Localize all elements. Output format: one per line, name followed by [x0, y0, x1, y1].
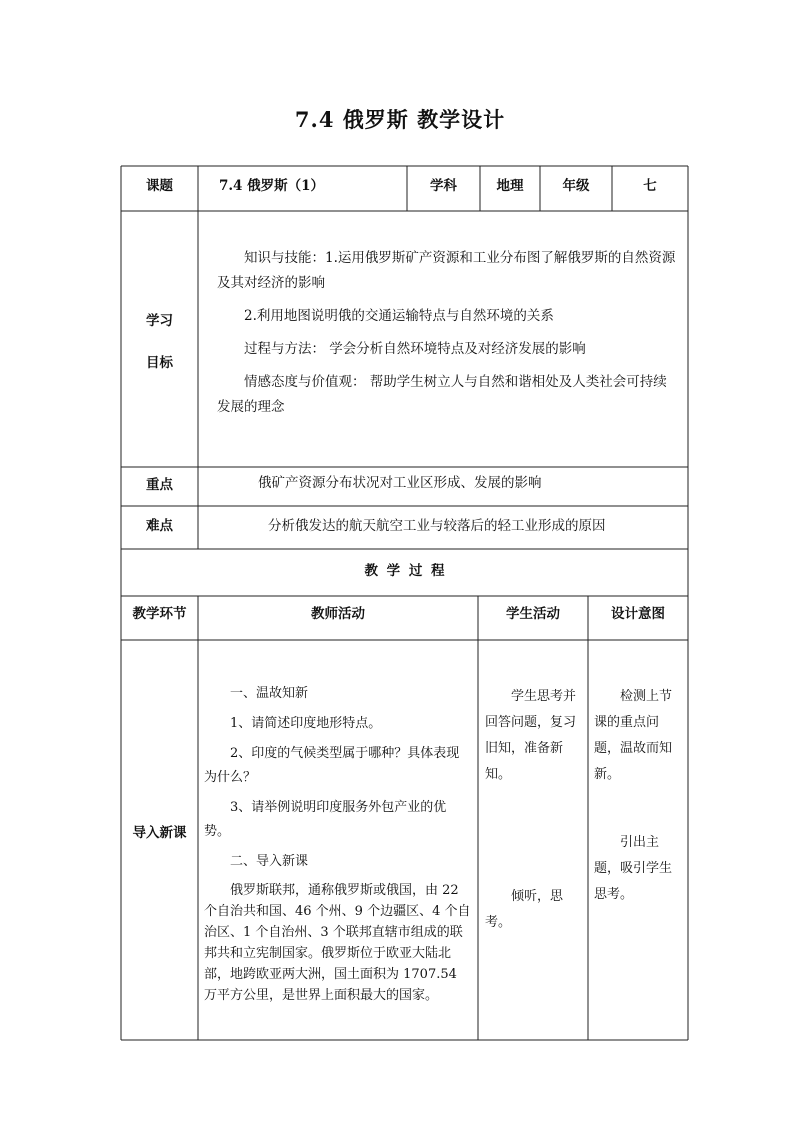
key-point-label: 重点: [146, 477, 173, 493]
teacher-heading-review: 一、温故知新: [230, 686, 309, 701]
col-intent-header: 设计意图: [611, 606, 665, 622]
col-stage-header: 教学环节: [132, 606, 187, 622]
objectives-label-line2: 目标: [146, 355, 173, 371]
objective-knowledge-2: 2.利用地图说明俄的交通运输特点与自然环境的关系: [244, 308, 554, 324]
difficulty-text: 分析俄发达的航天航空工业与较落后的轻工业形成的原因: [268, 518, 606, 534]
objectives-label: [121, 300, 198, 384]
stage-intro: 导入新课: [132, 825, 187, 841]
topic-value: 7.4 俄罗斯（1）: [218, 178, 325, 194]
student-activity-2: 倾听，思考。: [485, 889, 564, 930]
process-heading: 教 学 过 程: [364, 563, 445, 579]
objectives-label-line1: 学习: [146, 313, 173, 329]
objective-emotion: 情感态度与价值观： 帮助学生树立人与自然和谐相处及人类社会可持续发展的理念: [217, 374, 667, 415]
teacher-question-3: 3、请举例说明印度服务外包产业的优势。: [204, 800, 447, 839]
objective-process: 过程与方法： 学会分析自然环境特点及对经济发展的影响: [244, 341, 586, 357]
design-intent-2: 引出主题，吸引学生思考。: [594, 835, 673, 902]
col-teacher-header: 教师活动: [311, 606, 365, 622]
grade-label: 年级: [562, 178, 590, 194]
teacher-intro-text: 俄罗斯联邦，通称俄罗斯或俄国，由 22 个自治共和国、46 个州、9 个边疆区、4 个自治区、1 个自治州、3 个联邦直辖市组成的联邦共和立宪制国家。俄罗斯位于欧亚大陆北部，地跨欧亚两大洲，国土面积为 1707.54 万平方公里，是世界上面积最大的国家。: [204, 883, 471, 1003]
key-point-text: 俄矿产资源分布状况对工业区形成、发展的影响: [258, 475, 542, 491]
design-intent: [594, 684, 684, 908]
document-title: 7.4 俄罗斯 教学设计: [294, 107, 506, 132]
subject-value: 地理: [496, 178, 524, 194]
difficulty-label: 难点: [146, 518, 173, 534]
design-intent-1: 检测上节课的重点问题，温故而知新。: [594, 689, 673, 782]
grade-value: 七: [643, 178, 657, 194]
student-activity: [485, 684, 583, 936]
objectives-content: [217, 246, 679, 420]
teacher-heading-intro: 二、导入新课: [230, 854, 309, 869]
teacher-question-1: 1、请简述印度地形特点。: [230, 716, 382, 731]
subject-label: 学科: [430, 178, 457, 194]
objective-knowledge: 知识与技能：1.运用俄罗斯矿产资源和工业分布图了解俄罗斯的自然资源及其对经济的影响: [217, 250, 676, 291]
student-activity-1: 学生思考并回答问题，复习旧知，准备新知。: [485, 689, 577, 782]
teacher-question-2: 2、印度的气候类型属于哪种？具体表现为什么？: [204, 746, 460, 785]
col-student-header: 学生活动: [506, 606, 560, 622]
topic-label: 课题: [146, 178, 173, 194]
teacher-activity: [204, 682, 472, 1006]
